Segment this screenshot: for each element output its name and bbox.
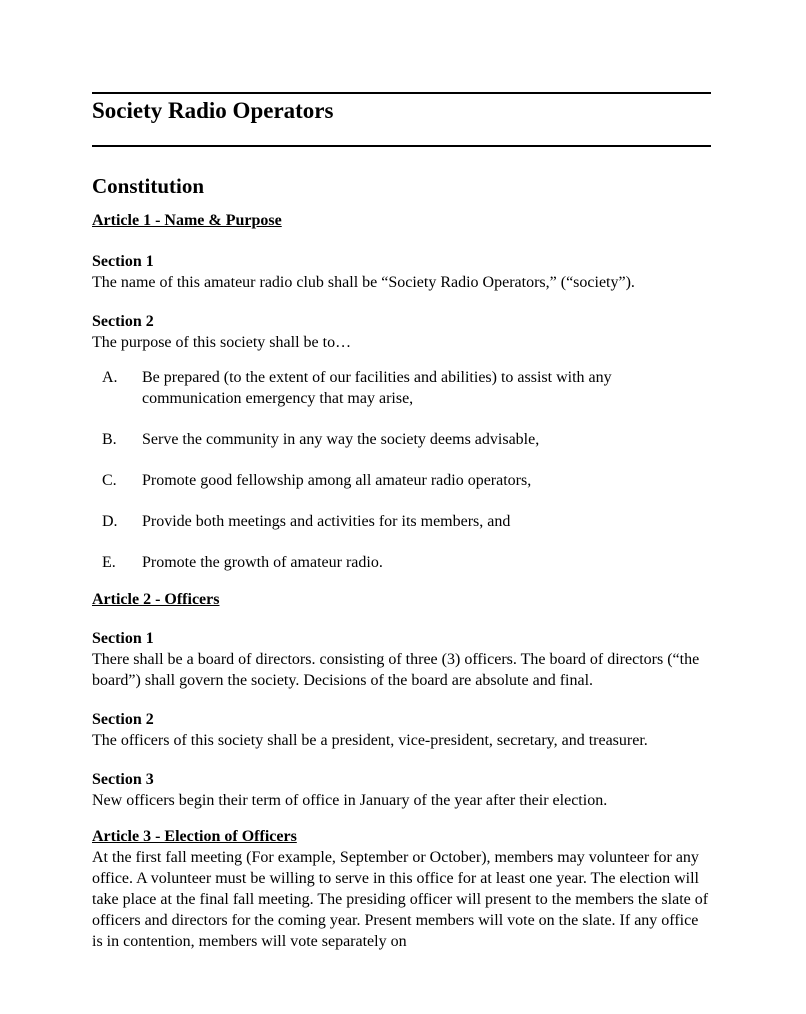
list-item [92,429,712,450]
article-2-section-2-heading: Section 2 [92,711,154,728]
article-2-section-3-text: New officers begin their term of office in January of the year after their election. [92,792,608,809]
list-marker: C. [102,472,117,489]
list-marker: D. [102,513,118,530]
article-1-section-1-heading: Section 1 [92,253,154,270]
article-2 [92,589,712,826]
list-item-text: Promote good fellowship among all amateur radio operators, [142,472,532,489]
list-marker: E. [102,554,116,571]
document-body [92,210,712,952]
article-2-section-1-text: There shall be a board of directors. consisting of three (3) officers. The board of directors (“the board”) shall govern the society. Decisions of the board are absolute and final. [92,651,700,689]
top-rule [92,92,711,94]
article-2-section-2-text: The officers of this society shall be a president, vice-president, secretary, and treasurer. [92,732,648,749]
organization-title: Society Radio Operators [92,98,334,123]
list-marker: A. [102,369,118,386]
list-marker: B. [102,431,117,448]
article-1 [92,210,712,573]
article-1-section-1-text: The name of this amateur radio club shall be “Society Radio Operators,” (“society”). [92,274,635,291]
purpose-list [92,367,712,573]
header-bottom-rule [92,145,711,147]
list-item [92,511,712,532]
article-3 [92,826,712,952]
list-item [92,367,712,409]
list-item-text: Be prepared (to the extent of our facilities and abilities) to assist with any communication emergency that may arise, [142,369,612,407]
article-3-text: At the first fall meeting (For example, September or October), members may volunteer for any office. A volunteer must be willing to serve in this office for at least one year. The election will take place at the final fall meeting. The presiding officer will present to the members the slate of officers and directors for the coming year. Present members will vote on the slate. If any office is in contention, members will vote separately on [92,849,709,950]
article-2-heading: Article 2 - Officers [92,591,220,608]
article-1-heading: Article 1 - Name & Purpose [92,212,282,229]
article-3-heading: Article 3 - Election of Officers [92,828,297,845]
list-item-text: Serve the community in any way the society deems advisable, [142,431,540,448]
article-1-section-2-heading: Section 2 [92,313,154,330]
document-title: Constitution [92,174,205,198]
article-2-section-3-heading: Section 3 [92,771,154,788]
list-item-text: Promote the growth of amateur radio. [142,554,383,571]
article-2-section-1-heading: Section 1 [92,630,154,647]
list-item [92,552,712,573]
article-1-section-2-text: The purpose of this society shall be to… [92,334,352,351]
list-item-text: Provide both meetings and activities for its members, and [142,513,511,530]
list-item [92,470,712,491]
